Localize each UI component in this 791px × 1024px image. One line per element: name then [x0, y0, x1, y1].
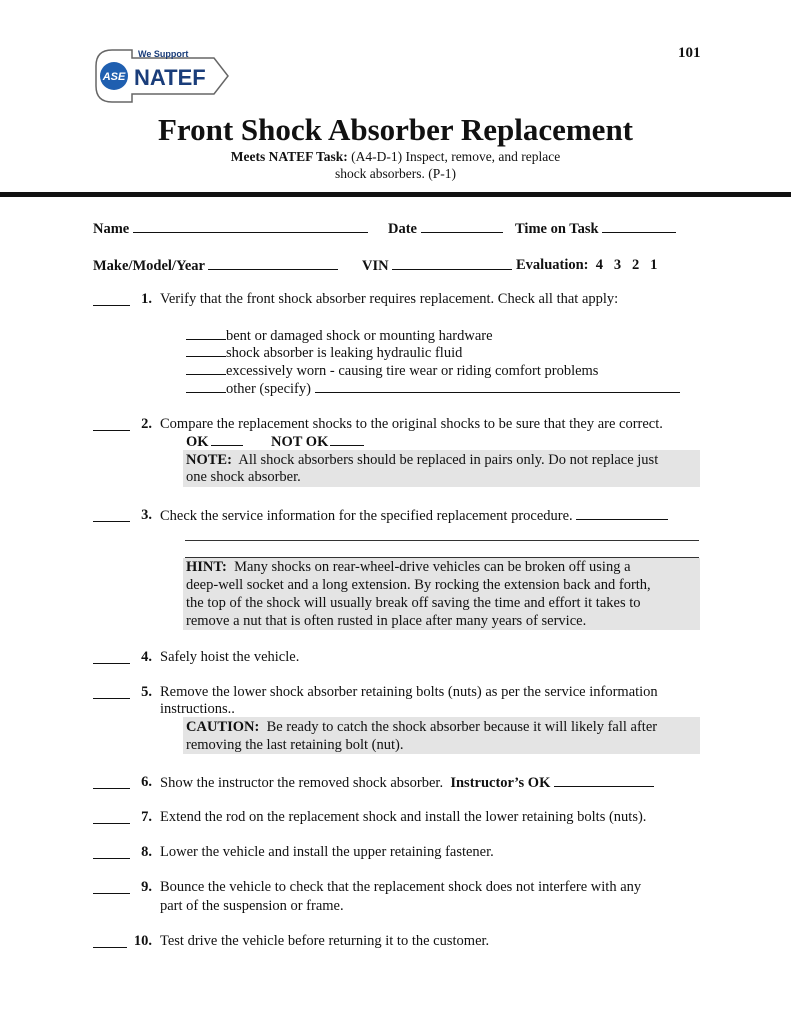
step-9-number: 9.	[141, 879, 152, 895]
note-text: All shock absorbers should be replaced in pairs only. Do not replace just	[238, 452, 659, 468]
step-8-check-blank[interactable]	[93, 858, 130, 859]
step-10-number: 10.	[133, 933, 152, 949]
hint-text: Many shocks on rear-wheel-drive vehicles can be broken off using a	[234, 559, 631, 575]
make-model-year-field[interactable]	[93, 256, 338, 275]
step-5-text: Remove the lower shock absorber retaining bolts (nuts) as per the service information	[160, 684, 658, 700]
step-6-check-blank[interactable]	[93, 788, 130, 789]
natef-logo	[92, 44, 232, 108]
step-5-number: 5.	[141, 684, 152, 700]
caution-text: Be ready to catch the shock absorber because it will likely fall after	[266, 719, 658, 735]
vin-field[interactable]	[362, 256, 512, 275]
subtitle-label: Meets NATEF Task:	[230, 149, 348, 164]
step-4-text: Safely hoist the vehicle.	[160, 649, 300, 665]
step-1-text: Verify that the front shock absorber requires replacement. Check all that apply:	[160, 291, 619, 307]
name-field[interactable]	[93, 219, 368, 238]
subtitle-line-2: shock absorbers. (P-1)	[334, 166, 457, 181]
step-8-number: 8.	[141, 844, 152, 860]
step-5-check-blank[interactable]	[93, 698, 130, 699]
step-7-number: 7.	[141, 809, 152, 825]
option-other[interactable]	[186, 379, 680, 398]
note-line-2: one shock absorber.	[186, 469, 301, 485]
time-on-task-field[interactable]	[515, 219, 676, 238]
option-worn[interactable]	[186, 361, 598, 380]
step-1-number: 1.	[141, 291, 152, 307]
step-3-number: 3.	[141, 507, 152, 523]
step-3-label: Check the service information for the specified replacement procedure.	[160, 508, 573, 524]
step-9-text: Bounce the vehicle to check that the replacement shock does not interfere with any	[160, 879, 642, 895]
date-label: Date	[388, 221, 417, 237]
score-3[interactable]: 3	[613, 257, 622, 273]
step-10-text: Test drive the vehicle before returning it to the customer.	[160, 933, 490, 949]
not-ok-label: NOT OK	[271, 434, 329, 450]
option-label: shock absorber is leaking hydraulic fluid	[226, 345, 463, 361]
header-divider	[0, 192, 791, 197]
note-line-1	[186, 451, 658, 469]
hint-line-2: deep-well socket and a long extension. By rocking the extension back and forth,	[186, 577, 651, 593]
evaluation-label: Evaluation:	[516, 257, 589, 273]
option-label: other (specify)	[226, 381, 311, 397]
vin-label: VIN	[362, 258, 389, 274]
make-model-year-label: Make/Model/Year	[93, 258, 205, 274]
ok-label: OK	[186, 434, 209, 450]
step-3-check-blank[interactable]	[93, 521, 130, 522]
step-7-check-blank[interactable]	[93, 823, 130, 824]
step-1-check-blank[interactable]	[93, 305, 130, 306]
step-6-label: Show the instructor the removed shock absorber.	[160, 775, 444, 791]
name-label: Name	[93, 221, 130, 237]
hint-label: HINT:	[186, 559, 227, 575]
svg-text:ASE: ASE	[102, 71, 126, 83]
step-3-text	[160, 506, 668, 525]
date-field[interactable]	[388, 219, 503, 238]
caution-label: CAUTION:	[186, 719, 260, 735]
instructor-ok-label: Instructor’s OK	[450, 775, 551, 791]
svg-text:NATEF: NATEF	[134, 65, 206, 90]
step-4-check-blank[interactable]	[93, 663, 130, 664]
hint-line-3: the top of the shock will usually break off saving the time and effort it takes to	[186, 595, 641, 611]
note-label: NOTE:	[186, 452, 232, 468]
step-5-text-cont: instructions..	[160, 701, 235, 717]
option-leaking[interactable]	[186, 343, 462, 362]
evaluation-field	[516, 256, 657, 274]
hint-line-1	[186, 558, 631, 576]
step-2-text: Compare the replacement shocks to the original shocks to be sure that they are correct.	[160, 416, 663, 432]
step-2-check-blank[interactable]	[93, 430, 130, 431]
subtitle-text: (A4-D-1) Inspect, remove, and replace	[351, 149, 561, 164]
subtitle-line-1	[0, 148, 791, 166]
option-label: bent or damaged shock or mounting hardware	[226, 328, 493, 344]
procedure-line[interactable]	[185, 540, 699, 541]
instructor-ok-blank[interactable]	[554, 773, 654, 787]
step-6-number: 6.	[141, 774, 152, 790]
score-1[interactable]: 1	[650, 257, 658, 273]
step-9-text-cont: part of the suspension or frame.	[160, 898, 344, 914]
step-9-check-blank[interactable]	[93, 893, 130, 894]
ase-key-logo-icon	[92, 44, 232, 108]
score-4[interactable]: 4	[595, 257, 604, 273]
svg-text:We Support: We Support	[138, 49, 189, 59]
hint-line-4: remove a nut that is often rusted in place after many years of service.	[186, 613, 587, 629]
step-2-number: 2.	[141, 416, 152, 432]
step-8-text: Lower the vehicle and install the upper retaining fastener.	[160, 844, 494, 860]
step-6-text	[160, 773, 654, 792]
time-on-task-label: Time on Task	[515, 221, 599, 237]
caution-line-1	[186, 718, 657, 736]
score-2[interactable]: 2	[632, 257, 640, 273]
ok-field[interactable]	[186, 432, 243, 451]
step-10-check-blank[interactable]	[93, 947, 127, 948]
option-label: excessively worn - causing tire wear or riding comfort problems	[226, 363, 599, 379]
not-ok-field[interactable]	[271, 432, 364, 451]
page-title: Front Shock Absorber Replacement	[157, 112, 634, 147]
step-7-text: Extend the rod on the replacement shock and install the lower retaining bolts (nuts).	[160, 809, 647, 825]
step-4-number: 4.	[141, 649, 152, 665]
caution-line-2: removing the last retaining bolt (nut).	[186, 737, 404, 753]
page-number: 101	[678, 45, 701, 61]
